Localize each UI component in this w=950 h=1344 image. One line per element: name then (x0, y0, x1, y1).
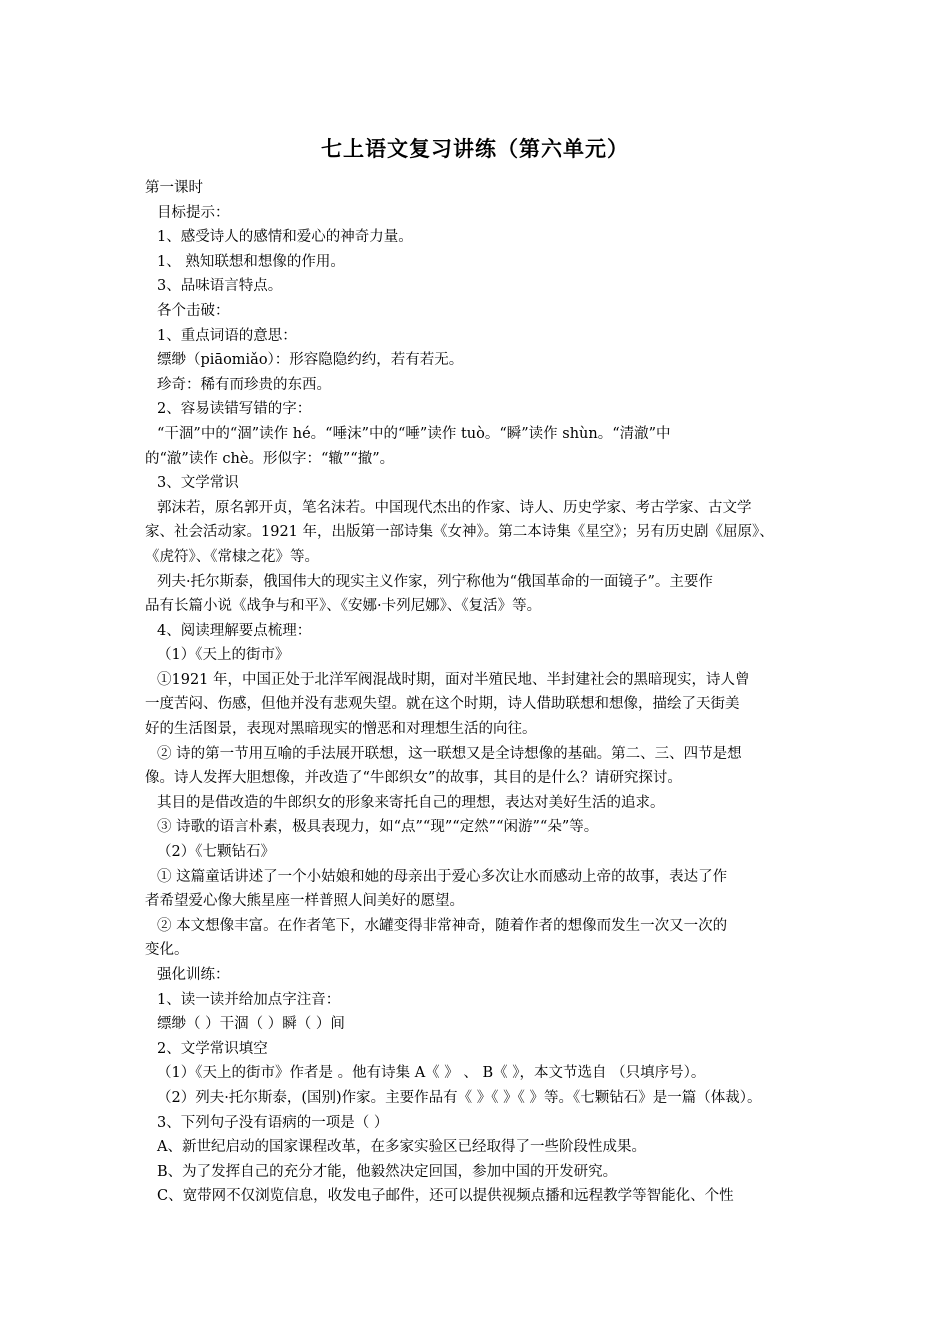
text-line: 1、 熟知联想和想像的作用。 (157, 253, 345, 270)
text-line: 3、品味语言特点。 (157, 278, 283, 295)
text-line: 目标提示： (157, 204, 230, 221)
text-line: 4、阅读理解要点梳理： (157, 622, 312, 639)
text-line: 各个击破： (157, 302, 230, 319)
page-title: 七上语文复习讲练（第六单元） (321, 136, 629, 161)
text-line: 3、下列句子没有语病的一项是（ ） (157, 1114, 389, 1131)
text-line: C、宽带网不仅浏览信息，收发电子邮件，还可以提供视频点播和远程教学等智能化、个性 (157, 1188, 734, 1205)
text-line: ③ 诗歌的语言朴素，极具表现力，如“点”“现”“定然”“闲游”“朵”等。 (157, 819, 599, 836)
text-line: 1、感受诗人的感情和爱心的神奇力量。 (157, 229, 413, 246)
text-line: 像。诗人发挥大胆想像，并改造了“牛郎织女”的故事，其目的是什么？请研究探讨。 (145, 770, 682, 787)
text-line: A、新世纪启动的国家课程改革，在多家实验区已经取得了一些阶段性成果。 (157, 1139, 646, 1156)
text-line: 第一课时 (145, 180, 203, 196)
text-line: 3、文学常识 (157, 475, 239, 492)
text-line: 好的生活图景，表现对黑暗现实的憎恶和对理想生活的向往。 (145, 721, 537, 738)
text-line: 珍奇：稀有而珍贵的东西。 (157, 376, 331, 393)
text-line: 家、社会活动家。1921 年，出版第一部诗集《女神》。第二本诗集《星空》；另有历史剧《屈原》、 (145, 524, 774, 541)
text-line: ① 这篇童话讲述了一个小姑娘和她的母亲出于爱心多次让水而感动上帝的故事，表达了作 (157, 868, 728, 885)
text-line: 其目的是借改造的牛郎织女的形象来寄托自己的理想，表达对美好生活的追求。 (157, 794, 665, 811)
text-line: 列夫·托尔斯泰，俄国伟大的现实主义作家，列宁称他为“俄国革命的一面镜子”。主要作 (157, 573, 713, 590)
text-line: 《虎符》、《常棣之花》等。 (145, 548, 319, 565)
text-line: 1、重点词语的意思： (157, 327, 297, 344)
text-line: “干涸”中的“涸”读作 hé。“唾沫”中的“唾”读作 tuò。“瞬”读作 shùn。“清澈”中 (157, 425, 671, 442)
text-line: 的“澈”读作 chè。形似字：“辙”“撤”。 (145, 450, 395, 467)
text-line: ② 诗的第一节用互喻的手法展开联想，这一联想又是全诗想像的基础。第二、三、四节是想 (157, 745, 742, 762)
text-line: B、为了发挥自己的充分才能，他毅然决定回国，参加中国的开发研究。 (157, 1163, 618, 1180)
text-line: 缥缈（piāomiǎo）：形容隐隐约约，若有若无。 (157, 352, 464, 369)
text-line: （1）《天上的街市》 (157, 647, 290, 664)
text-line: （1）《天上的街市》作者是 。他有诗集 A《 》 、 B《 》，本文节选自 （只填序号）。 (157, 1065, 706, 1082)
text-line: ② 本文想像丰富。在作者笔下，水罐变得非常神奇，随着作者的想像而发生一次又一次的 (157, 917, 728, 934)
text-line: （2）列夫·托尔斯泰，(国别)作家。主要作品有《 》《 》《 》等。《七颗钻石》是一篇（体裁）。 (157, 1089, 762, 1106)
text-line: 一度苦闷、伤感，但他并没有悲观失望。就在这个时期，诗人借助联想和想像，描绘了天街美 (145, 696, 740, 713)
text-line: 品有长篇小说《战争与和平》、《安娜·卡列尼娜》、《复活》等。 (145, 598, 542, 615)
text-line: 2、文学常识填空 (157, 1040, 268, 1057)
text-line: 强化训练： (157, 967, 230, 983)
text-line: ①1921 年，中国正处于北洋军阀混战时期，面对半殖民地、半封建社会的黑暗现实，诗人曾 (157, 671, 750, 688)
text-line: 者希望爱心像大熊星座一样普照人间美好的愿望。 (145, 893, 464, 910)
document-body (145, 176, 807, 1209)
text-line: 2、容易读错写错的字： (157, 401, 312, 418)
text-line: 郭沫若，原名郭开贞，笔名沫若。中国现代杰出的作家、诗人、历史学家、考古学家、古文学 (157, 499, 752, 516)
text-line: （2）《七颗钻石》 (157, 844, 275, 861)
text-line: 缥缈（ ）干涸（ ）瞬（ ）间 (157, 1016, 345, 1033)
text-line: 1、读一读并给加点字注音： (157, 991, 341, 1008)
text-line: 变化。 (145, 942, 189, 959)
